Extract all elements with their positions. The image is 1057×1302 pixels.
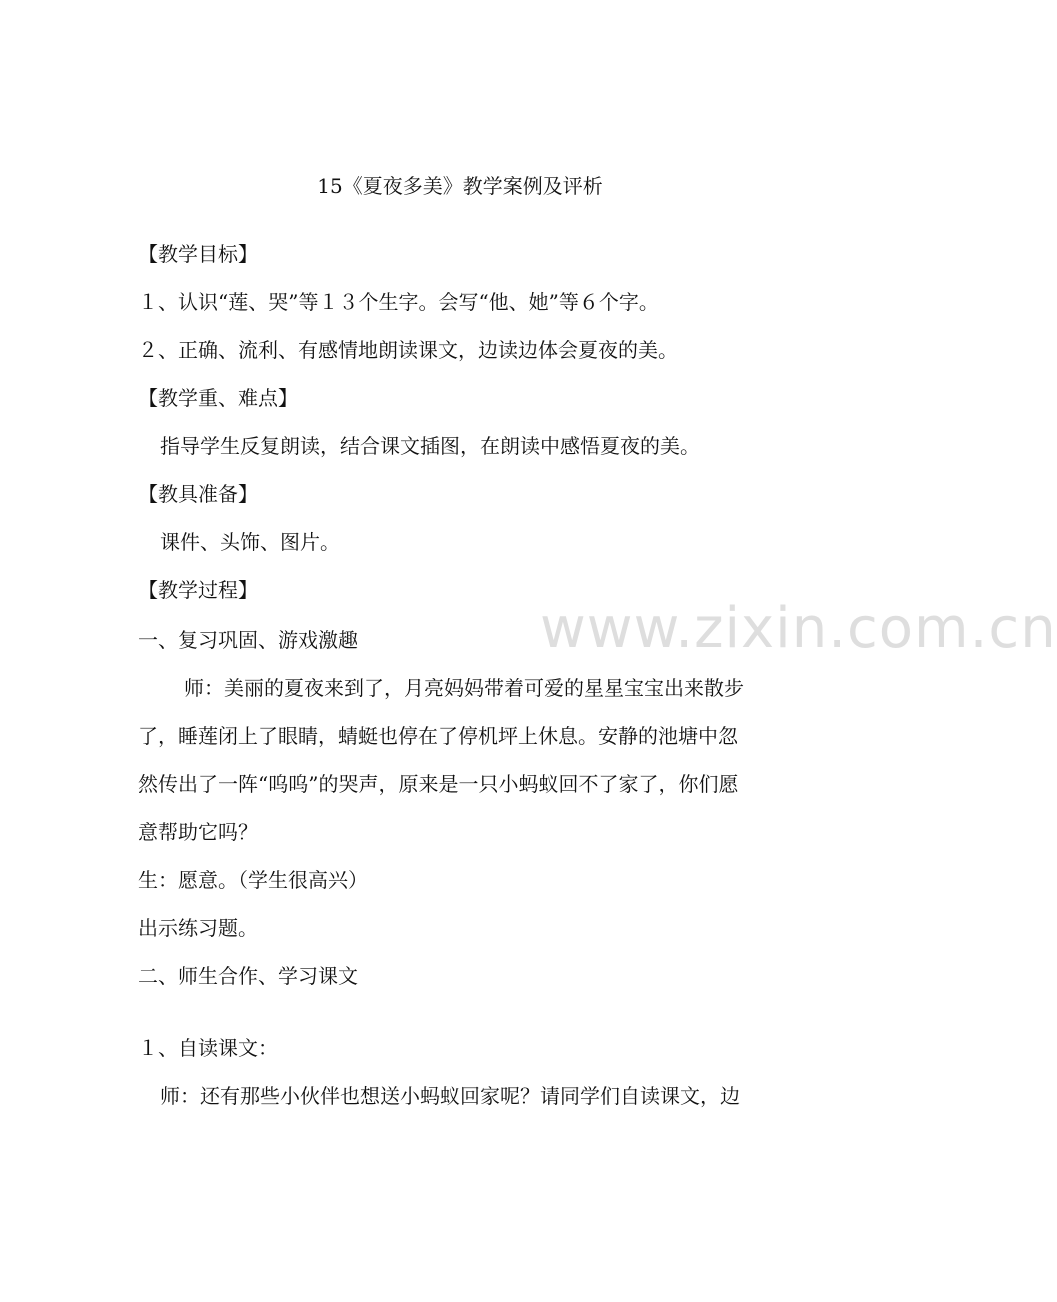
exercise-note: 出示练习题。 [138,916,258,940]
goals-heading: 【教学目标】 [138,242,258,266]
teacher-paragraph-line-2: 了，睡莲闭上了眼睛，蜻蜓也停在了停机坪上休息。安静的池塘中忽 [138,724,738,748]
part-2-heading: 二、师生合作、学习课文 [138,964,358,988]
watermark-text: www.zixin.com.cn [540,596,1057,661]
tools-heading: 【教具准备】 [138,482,258,506]
teacher-paragraph-line-3: 然传出了一阵“呜呜”的哭声，原来是一只小蚂蚁回不了家了，你们愿 [138,772,739,796]
step-1-heading: １、自读课文： [138,1036,278,1060]
teacher-paragraph-line-1: 师：美丽的夏夜来到了，月亮妈妈带着可爱的星星宝宝出来散步 [184,676,744,700]
teacher-paragraph-line-4: 意帮助它吗？ [138,820,258,844]
process-heading: 【教学过程】 [138,578,258,602]
document-title: 15《夏夜多美》教学案例及评析 [317,174,603,198]
keypoints-heading: 【教学重、难点】 [138,386,298,410]
keypoints-text: 指导学生反复朗读，结合课文插图，在朗读中感悟夏夜的美。 [160,434,700,458]
goal-item-2: ２、正确、流利、有感情地朗读课文，边读边体会夏夜的美。 [138,338,678,362]
tools-text: 课件、头饰、图片。 [160,530,340,554]
teacher-paragraph-2-line-1: 师：还有那些小伙伴也想送小蚂蚁回家呢？请同学们自读课文，边 [160,1084,740,1108]
part-1-heading: 一、复习巩固、游戏激趣 [138,628,358,652]
goal-item-1: １、认识“莲、哭”等１３个生字。会写“他、她”等６个字。 [138,290,659,314]
student-reply: 生：愿意。（学生很高兴） [138,868,368,892]
